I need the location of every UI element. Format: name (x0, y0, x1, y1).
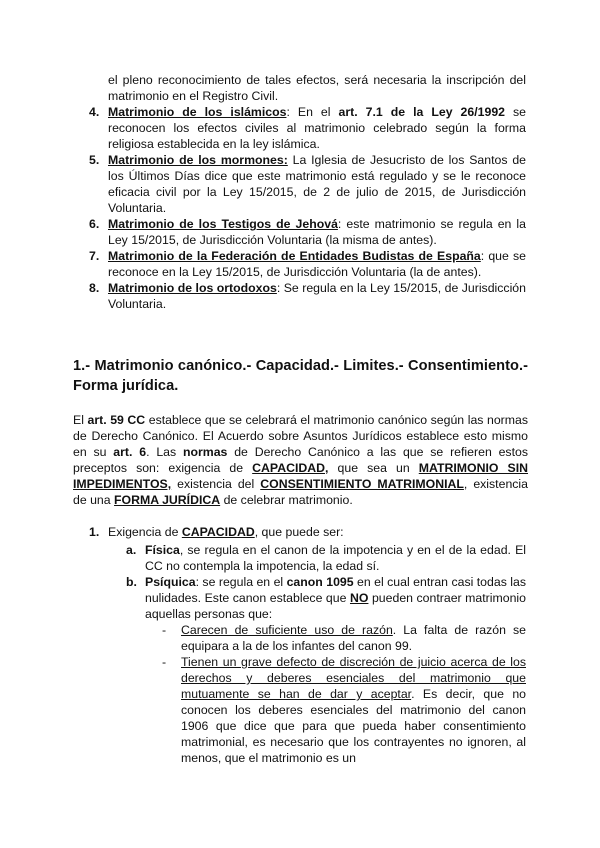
item-title: Matrimonio de los Testigos de Jehová (108, 217, 338, 231)
item-title: Matrimonio de los mormones: (108, 153, 288, 167)
list-number: 1. (89, 525, 100, 539)
dash-item-2: - Tienen un grave defecto de discreción de juicio acerca de los derechos y deberes esenciales del matrimonio que mutuamente se han de dar y aceptar. Es decir, que no conocen los deberes esenciales del matrimonio del canon 1906 que dice que para que pueda haber consentimiento matrimonial, es necesario que los contrayentes no ignoren, al menos, que el matrimonio es un (162, 655, 526, 765)
list-item-5: 5. Matrimonio de los mormones: La Iglesia de Jesucristo de los Santos de los Últimos Días dice que este matrimonio está regulado y se le reconoce eficacia civil por la Ley 15/2015, de 2 de julio de 2015, de Jurisdicción Voluntaria. (89, 153, 526, 215)
sub-letter: a. (126, 543, 137, 557)
item-title: Matrimonio de los islámicos (108, 105, 287, 119)
list-item-4: 4. Matrimonio de los islámicos: En el art. 7.1 de la Ley 26/1992 se reconocen los efectos civiles al matrimonio celebrado según la forma religiosa establecida en la ley islámica. (89, 105, 527, 151)
key-term: MATRIMONIO SIN IMPEDIMENTOS, (73, 461, 529, 491)
list-number: 4. (89, 105, 100, 119)
section-heading: 1.- Matrimonio canónico.- Capacidad.- Limites.- Consentimiento.- Forma jurídica. (73, 358, 528, 394)
key-term: CONSENTIMIENTO MATRIMONIAL (260, 477, 464, 491)
key-term: CAPACIDAD (181, 525, 255, 539)
key-term: CAPACIDAD, (252, 461, 329, 475)
underlined-phrase: Tienen un grave defecto de discreción de juicio acerca de los derechos y deberes esenciales del matrimonio que mutuamente se han de dar y aceptar (181, 655, 526, 701)
list-number: 5. (89, 153, 100, 167)
dash-mark: - (162, 655, 167, 669)
key-term: NO (349, 591, 369, 605)
underlined-phrase: Carecen de suficiente uso de razón (181, 623, 393, 637)
list-item-7: 7. Matrimonio de la Federación de Entidades Budistas de España: que se reconoce en la Ley 15/2015, de Jurisdicción Voluntaria (la de antes). (89, 249, 526, 279)
item-title: Matrimonio de los ortodoxos (108, 281, 277, 295)
key-term: FORMA JURÍDICA (114, 493, 221, 507)
dash-item-1: - Carecen de suficiente uso de razón. La falta de razón se equipara a la de los infantes del canon 99. (162, 623, 526, 653)
item-title: Matrimonio de la Federación de Entidades Budistas de España (108, 249, 481, 263)
dash-mark: - (162, 623, 167, 637)
bold-term: Física (145, 543, 180, 557)
bold-term: Psíquica (145, 575, 196, 589)
list-item-6: 6. Matrimonio de los Testigos de Jehová: este matrimonio se regula en la Ley 15/2015, de Jurisdicción Voluntaria (la misma de antes). (89, 217, 526, 247)
law-reference: art. 7.1 de la Ley 26/1992 (338, 105, 506, 119)
list-item-3-tail: el pleno reconocimiento de tales efectos, será necesaria la inscripción del matrimonio en el Registro Civil. (108, 73, 526, 103)
requirement-item-1: 1. Exigencia de CAPACIDAD, que puede ser: (89, 525, 344, 539)
law-reference: canon 1095 (286, 575, 354, 589)
law-reference: art. 59 CC (87, 413, 146, 427)
sub-letter: b. (126, 575, 137, 589)
sub-item-b: b. Psíquica: se regula en el canon 1095 en el cual entran casi todas las nulidades. Este canon establece que NO pueden contraer matrimonio aquellas personas que: (126, 575, 526, 621)
list-number: 7. (89, 249, 100, 263)
bold-term: normas (182, 445, 228, 459)
body-paragraph: El art. 59 CC establece que se celebrará el matrimonio canónico según las normas de Derecho Canónico. El Acuerdo sobre Asuntos Jurídicos establece esto mismo en su art. 6. Las normas de Derecho Canónico a las que se refieren estos preceptos son: exigencia de CAPACIDAD, que sea un MATRIMONIO SIN IMPEDIMENTOS, existencia del CONSENTIMIENTO MATRIMONIAL, existencia de una FORMA JURÍDICA de celebrar matrimonio. (73, 413, 529, 507)
list-number: 8. (89, 281, 100, 295)
list-item-8: 8. Matrimonio de los ortodoxos: Se regula en la Ley 15/2015, de Jurisdicción Voluntaria. (89, 281, 526, 311)
list-number: 6. (89, 217, 100, 231)
law-reference: art. 6 (113, 445, 147, 459)
sub-item-a: a. Física, se regula en el canon de la impotencia y en el de la edad. El CC no contempla la impotencia, la edad sí. (126, 543, 526, 573)
